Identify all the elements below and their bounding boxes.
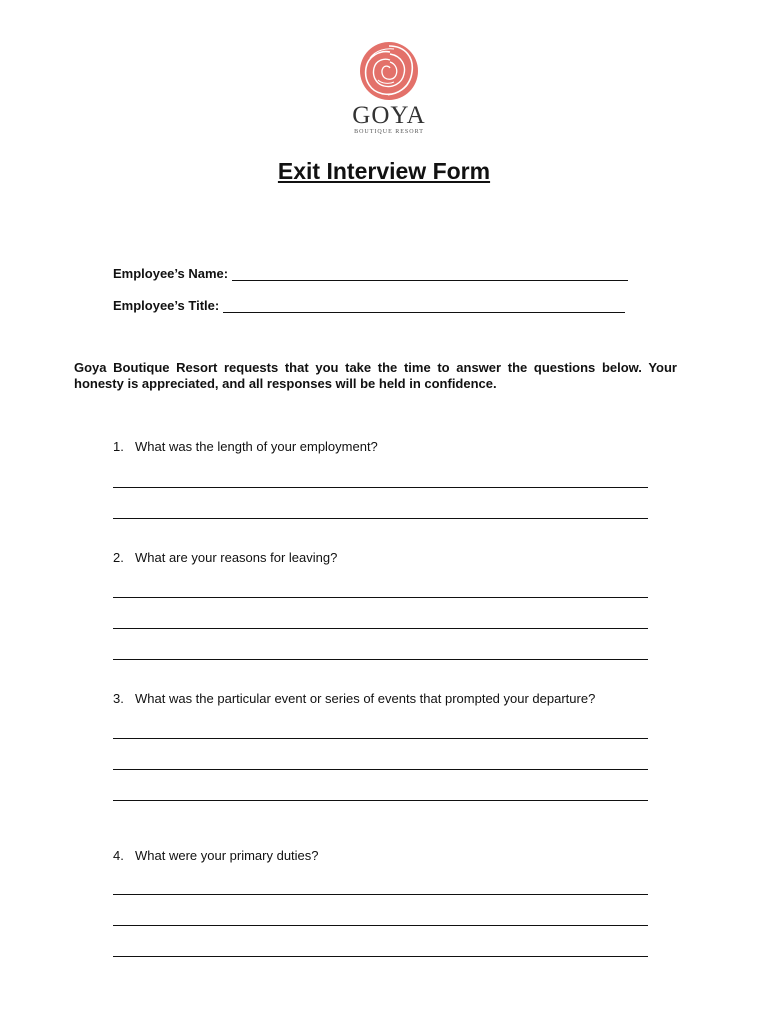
question-number: 4.: [113, 848, 124, 863]
employee-title-field[interactable]: [113, 298, 625, 313]
page-title: Exit Interview Form: [277, 158, 491, 184]
question-number: 1.: [113, 439, 124, 454]
answer-line[interactable]: [113, 800, 648, 801]
employee-name-label: Employee’s Name:: [113, 266, 229, 281]
answer-line[interactable]: [113, 659, 648, 660]
answer-line[interactable]: [113, 628, 648, 629]
answer-line[interactable]: [113, 925, 648, 926]
question-text: What were your primary duties?: [135, 848, 319, 863]
brand-name: GOYA: [352, 102, 426, 129]
answer-line[interactable]: [113, 487, 648, 488]
question-2: [113, 550, 337, 565]
question-text: What was the particular event or series of events that prompted your departure?: [135, 691, 596, 706]
intro-paragraph: Goya Boutique Resort requests that you take the time to answer the questions below. Your honesty is appreciated, and all responses will be held in confidence.: [74, 360, 677, 391]
employee-title-label: Employee’s Title:: [113, 298, 220, 313]
question-3: [113, 691, 595, 706]
rose-swirl-icon: [356, 40, 422, 102]
employee-title-line[interactable]: [223, 300, 625, 313]
question-text: What was the length of your employment?: [135, 439, 378, 454]
answer-line[interactable]: [113, 518, 648, 519]
answer-line[interactable]: [113, 597, 648, 598]
brand-subtitle: BOUTIQUE RESORT: [354, 129, 424, 135]
answer-line[interactable]: [113, 956, 648, 957]
answer-line[interactable]: [113, 894, 648, 895]
answer-line[interactable]: [113, 769, 648, 770]
employee-name-line[interactable]: [232, 268, 628, 281]
question-number: 2.: [113, 550, 124, 565]
answer-line[interactable]: [113, 738, 648, 739]
question-4: [113, 848, 319, 863]
question-number: 3.: [113, 691, 124, 706]
employee-name-field[interactable]: [113, 266, 628, 281]
goya-logo: [344, 40, 434, 136]
question-1: [113, 439, 378, 454]
question-text: What are your reasons for leaving?: [135, 550, 338, 565]
